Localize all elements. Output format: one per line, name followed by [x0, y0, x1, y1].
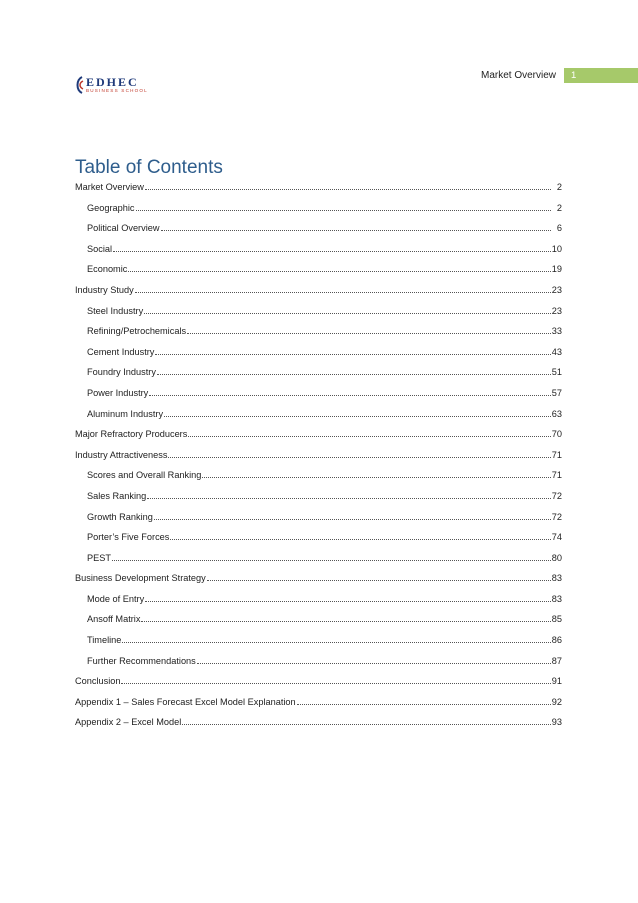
toc-entry[interactable] [75, 203, 562, 224]
toc-dot-leader [202, 470, 550, 478]
logo-mark-icon [74, 76, 84, 94]
toc-dot-leader [136, 203, 552, 211]
toc-entry-page: 43 [551, 346, 562, 357]
toc-entry-label: Timeline [87, 635, 122, 646]
toc-entry[interactable] [75, 326, 562, 347]
toc-entry-label: PEST [87, 552, 111, 563]
toc-dot-leader [168, 450, 550, 458]
toc-entry-page: 87 [551, 655, 562, 666]
toc-entry-label: Cement Industry [87, 346, 155, 357]
toc-entry-page: 85 [551, 614, 562, 625]
toc-entry-page: 91 [551, 676, 562, 687]
toc-entry-page: 72 [551, 490, 562, 501]
toc-dot-leader [170, 532, 550, 540]
toc-entry-label: Growth Ranking [87, 511, 153, 522]
toc-entry-label: Geographic [87, 202, 135, 213]
toc-heading: Table of Contents [75, 157, 223, 178]
toc-dot-leader [145, 594, 551, 602]
toc-entry[interactable] [75, 388, 562, 409]
toc-entry[interactable] [75, 594, 562, 615]
toc-entry-page: 71 [551, 470, 562, 481]
toc-dot-leader [113, 244, 551, 252]
page-number-badge: 1 [564, 68, 638, 83]
toc-entry[interactable] [75, 285, 562, 306]
toc-dot-leader [141, 614, 550, 622]
toc-dot-leader [112, 553, 551, 561]
toc-entry-label: Sales Ranking [87, 490, 147, 501]
toc-entry[interactable] [75, 347, 562, 368]
toc-entry[interactable] [75, 367, 562, 388]
edhec-logo [74, 74, 148, 96]
toc-entry-label: Scores and Overall Ranking [87, 470, 202, 481]
toc-entry-page: 63 [551, 408, 562, 419]
toc-entry[interactable] [75, 717, 562, 738]
toc-entry-page: 19 [551, 264, 562, 275]
header-section-title: Market Overview [480, 70, 556, 81]
toc-dot-leader [182, 717, 551, 725]
toc-entry-page: 83 [551, 573, 562, 584]
toc-entry-label: Market Overview [75, 182, 144, 192]
toc-entry-label: Economic [87, 264, 128, 275]
toc-entry[interactable] [75, 697, 562, 718]
toc-entry-page: 70 [551, 429, 562, 440]
toc-dot-leader [135, 285, 551, 293]
toc-entry-label: Ansoff Matrix [87, 614, 141, 625]
toc-entry-page: 23 [551, 305, 562, 316]
toc-entry-page: 74 [551, 532, 562, 543]
toc-entry[interactable] [75, 470, 562, 491]
toc-entry-label: Industry Attractiveness [75, 449, 168, 460]
toc-dot-leader [122, 635, 550, 643]
toc-entry-page: 93 [551, 717, 562, 728]
toc-entry-label: Mode of Entry [87, 593, 145, 604]
toc-entry-label: Power Industry [87, 387, 149, 398]
toc-entry[interactable] [75, 450, 562, 471]
toc-entry-label: Conclusion [75, 676, 121, 687]
toc-entry-label: Industry Study [75, 284, 134, 295]
toc-entry-label: Further Recommendations [87, 655, 196, 666]
toc-dot-leader [128, 264, 550, 272]
toc-entry-page: 57 [551, 387, 562, 398]
toc-entry-page: 23 [551, 284, 562, 295]
toc-entry-page: 86 [551, 635, 562, 646]
toc-entry[interactable] [75, 573, 562, 594]
toc-entry-label: Appendix 1 – Sales Forecast Excel Model Explanation [75, 696, 296, 707]
toc-entry-page: 6 [556, 223, 562, 234]
toc-entry-label: Foundry Industry [87, 367, 156, 378]
toc-entry[interactable] [75, 244, 562, 265]
toc-entry-label: Appendix 2 – Excel Model [75, 717, 182, 728]
toc-dot-leader [187, 326, 551, 334]
toc-entry[interactable] [75, 409, 562, 430]
toc-entry-label: Porter’s Five Forces [87, 532, 170, 543]
toc-entry-label: Political Overview [87, 223, 160, 234]
toc-dot-leader [147, 491, 551, 499]
toc-entry-label: Aluminum Industry [87, 408, 164, 419]
toc-entry[interactable] [75, 306, 562, 327]
toc-dot-leader [297, 697, 551, 705]
toc-entry-label: Social [87, 243, 113, 254]
logo-subtext: BUSINESS SCHOOL [86, 88, 148, 94]
toc-entry-page: 80 [551, 552, 562, 563]
toc-entry-page: 33 [551, 326, 562, 337]
toc-entry-label: Business Development Strategy [75, 573, 206, 584]
toc-entry-page: 10 [551, 243, 562, 254]
toc-dot-leader [144, 306, 551, 314]
toc-entry-page: 83 [551, 593, 562, 604]
toc-list [75, 182, 562, 738]
toc-entry[interactable] [75, 223, 562, 244]
toc-entry[interactable] [75, 635, 562, 656]
toc-dot-leader [164, 409, 551, 417]
toc-entry[interactable] [75, 614, 562, 635]
toc-dot-leader [149, 388, 550, 396]
toc-entry-page: 2 [556, 182, 562, 192]
toc-dot-leader [197, 656, 551, 664]
toc-dot-leader [161, 223, 552, 231]
toc-entry[interactable] [75, 553, 562, 574]
toc-dot-leader [154, 512, 551, 520]
toc-dot-leader [157, 367, 551, 375]
toc-entry[interactable] [75, 676, 562, 697]
toc-entry-page: 72 [551, 511, 562, 522]
toc-dot-leader [121, 676, 550, 684]
toc-entry[interactable] [75, 512, 562, 533]
toc-entry[interactable] [75, 532, 562, 553]
toc-entry[interactable] [75, 182, 562, 203]
logo-text: EDHEC [86, 75, 139, 90]
toc-entry-label: Steel Industry [87, 305, 144, 316]
toc-entry[interactable] [75, 264, 562, 285]
toc-dot-leader [155, 347, 550, 355]
toc-dot-leader [207, 573, 551, 581]
toc-entry-page: 92 [551, 696, 562, 707]
toc-entry[interactable] [75, 491, 562, 512]
toc-entry-label: Refining/Petrochemicals [87, 326, 187, 337]
toc-entry-page: 71 [551, 449, 562, 460]
toc-dot-leader [145, 182, 551, 190]
toc-entry-page: 2 [556, 202, 562, 213]
toc-dot-leader [188, 429, 550, 437]
toc-entry-label: Major Refractory Producers [75, 429, 188, 440]
toc-entry[interactable] [75, 656, 562, 677]
toc-entry-page: 51 [551, 367, 562, 378]
toc-entry[interactable] [75, 429, 562, 450]
